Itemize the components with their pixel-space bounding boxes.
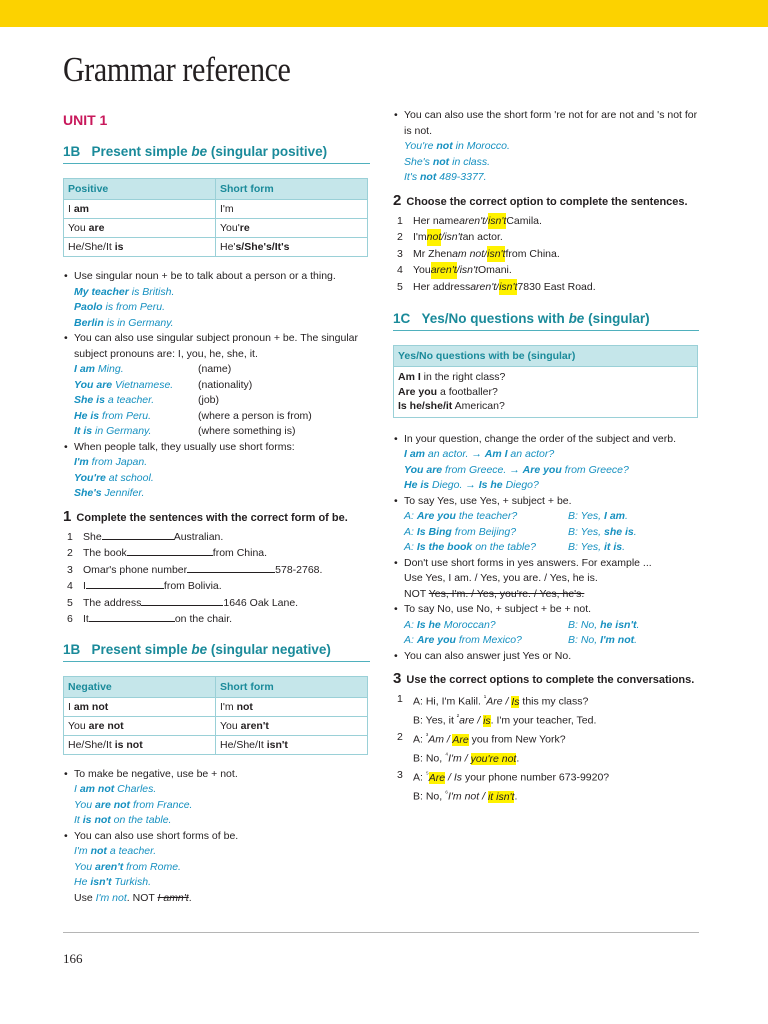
exercise-item: 4 I from Bolivia. <box>67 580 222 592</box>
bottom-divider <box>63 932 699 933</box>
example-pair: You are Vietnamese. (nationality) <box>74 378 253 391</box>
example-line: You are not from France. <box>74 798 193 811</box>
example-line: He isn't Turkish. <box>74 876 151 888</box>
negative-table <box>63 676 368 755</box>
example-line: She's Jennifer. <box>74 487 145 499</box>
example-line: I'm from Japan. <box>74 456 148 468</box>
exercise-item: 1 Her name aren't / isn't Camila. <box>393 213 699 230</box>
exercise-2-list <box>393 213 699 296</box>
example-line: You're at school. <box>74 471 154 484</box>
positive-table <box>63 178 368 257</box>
rule-bullet: • You can also use the short form 're not for are not and 's not for is not. <box>393 108 699 139</box>
exercise-item: 3 Omar's phone number 578-2768. <box>67 563 323 576</box>
example-pair: He is from Peru. (where a person is from) <box>74 409 312 422</box>
answer-option[interactable]: Is <box>511 695 520 708</box>
table-row: I am I'm <box>64 200 368 219</box>
exercise-2-heading: 2 Choose the correct option to complete the sentences. <box>393 191 688 209</box>
page-number: 166 <box>63 951 83 966</box>
rule-bullet: • Use singular noun + be to talk about a person or a thing. <box>63 269 370 285</box>
answer-option[interactable]: Are <box>452 733 469 746</box>
answer-blank[interactable] <box>86 578 164 589</box>
rule-bullet: • To say Yes, use Yes, + subject + be. <box>393 494 699 510</box>
table-row: He/She/It is not He/She/It isn't <box>64 735 368 754</box>
answer-option[interactable]: Am <box>428 733 444 746</box>
answer-option[interactable]: aren't <box>459 214 486 227</box>
example-line: You aren't from Rome. <box>74 860 181 873</box>
usage-note-not: NOT Yes, I'm. / Yes, you're. / Yes, he's. <box>404 587 585 600</box>
example-line: Berlin is in Germany. <box>74 316 174 329</box>
exercise-item: 4 You aren't / isn't Omani. <box>393 262 699 279</box>
exercise-item: 2 I'm not / isn't an actor. <box>393 229 699 246</box>
exercise-item: 2 The book from China. <box>67 547 268 559</box>
conversation-line: B: No, $^{^4}$I'm / you're not. <box>413 752 520 765</box>
section-heading-1b-negative: 1B Present simple be (singular negative) <box>63 642 370 662</box>
rule-bullet: • When people talk, they usually use short forms: <box>63 440 370 456</box>
exercise-3-heading: 3 Use the correct options to complete the conversations. <box>393 670 695 687</box>
questions-table <box>393 345 698 418</box>
answer-option[interactable]: isn't <box>488 213 506 230</box>
top-color-bar <box>0 0 768 27</box>
answer-option[interactable]: I'm not <box>448 790 480 803</box>
answer-blank[interactable] <box>127 545 213 556</box>
answer-option[interactable]: Is <box>453 771 463 784</box>
usage-note: Use Yes, I am. / Yes, you are. / Yes, he is. <box>404 572 598 584</box>
example-line: My teacher is British. <box>74 285 175 298</box>
rule-bullet: • You can also use short forms of be. <box>63 829 370 845</box>
section-heading-1c: 1C Yes/No questions with be (singular) <box>393 311 699 331</box>
rule-bullet: • In your question, change the order of the subject and verb. <box>393 432 699 448</box>
exercise-item: 5 The address 1646 Oak Lane. <box>67 596 299 609</box>
answer-option[interactable]: isn't <box>459 264 478 276</box>
example-line: She's not in class. <box>404 155 491 168</box>
table-row: You are You're <box>64 219 368 238</box>
answer-option[interactable]: you're not <box>470 752 517 765</box>
answer-option[interactable]: aren't <box>431 262 457 279</box>
answer-blank[interactable] <box>102 529 174 540</box>
answer-option[interactable]: are <box>459 714 475 727</box>
example-line: You're not in Morocco. <box>404 140 510 152</box>
answer-option[interactable]: isn't <box>444 231 463 243</box>
example-line: Paolo is from Peru. <box>74 301 166 313</box>
answer-blank[interactable] <box>187 562 275 573</box>
example-line: It's not 489-3377. <box>404 171 487 183</box>
answer-option[interactable]: not <box>427 229 442 246</box>
example-line: He is Diego. → Is he Diego? <box>404 479 539 491</box>
example-line: I am not Charles. <box>74 783 157 795</box>
rule-bullet: • To make be negative, use be + not. <box>63 767 370 783</box>
left-column <box>63 108 370 906</box>
conversation-line: 3 A: $^{^5}$Are / Is your phone number 673-9920? <box>397 769 610 784</box>
answer-blank[interactable] <box>89 611 175 622</box>
conversation-line: 2 A: $^{^3}$Am / Are you from New York? <box>397 731 566 746</box>
conversation-line: B: Yes, it $^{^2}$are / is. I'm your teacher, Ted. <box>413 714 597 727</box>
table-row: Am I in the right class? Are you a footballer? Is he/she/it American? <box>394 367 698 418</box>
example-pair: I am Ming. (name) <box>74 363 232 375</box>
example-pair: She is a teacher. (job) <box>74 394 220 406</box>
table-row: You are not You aren't <box>64 716 368 735</box>
unit-heading: UNIT 1 <box>63 112 108 128</box>
answer-option[interactable]: is <box>483 714 491 727</box>
answer-option[interactable]: am not <box>452 247 485 260</box>
table-header-row: Yes/No questions with be (singular) <box>394 346 698 367</box>
rule-bullet: • Don't use short forms in yes answers. For example ... <box>393 556 699 572</box>
exercise-item: 1 She Australian. <box>67 530 224 543</box>
example-line: I am an actor. → Am I an actor? <box>404 448 555 460</box>
right-column <box>393 108 699 805</box>
example-line: It is not on the table. <box>74 814 172 826</box>
qa-example: A: Are you the teacher? B: Yes, I am. <box>404 510 628 522</box>
table-header-row: Negative Short form <box>64 676 368 697</box>
qa-example: A: Is he Moroccan? B: No, he isn't. <box>404 618 640 631</box>
conversation-line: B: No, $^{^6}$I'm not / it isn't. <box>413 790 518 803</box>
answer-option[interactable]: I'm <box>448 752 462 765</box>
qa-example: A: Is the book on the table? B: Yes, it is. <box>404 541 626 553</box>
exercise-item: 3 Mr Zhen am not / isn't from China. <box>393 246 699 263</box>
exercise-3-list <box>393 691 699 805</box>
table-row: I am not I'm not <box>64 697 368 716</box>
usage-note: Use I'm not. NOT I amn't. <box>74 891 192 904</box>
answer-option[interactable]: isn't <box>499 279 517 296</box>
qa-example: A: Is Bing from Beijing? B: Yes, she is. <box>404 525 637 538</box>
example-pair: It is in Germany. (where something is) <box>74 425 296 437</box>
rule-bullet: • To say No, use No, + subject + be + not. <box>393 602 699 618</box>
qa-example: A: Are you from Mexico? B: No, I'm not. <box>404 634 638 646</box>
exercise-1-heading: 1 Complete the sentences with the correct form of be. <box>63 507 348 525</box>
rule-bullet: • You can also answer just Yes or No. <box>393 649 699 665</box>
exercise-item: 5 Her address aren't / isn't 7830 East Road. <box>393 279 699 296</box>
answer-option[interactable]: it isn't <box>487 790 515 803</box>
answer-option[interactable]: Are <box>428 771 446 784</box>
answer-option[interactable]: isn't <box>487 246 505 263</box>
exercise-item: 6 It on the chair. <box>67 613 233 625</box>
rule-bullet: • You can also use singular subject pronoun + be. The singular subject pronouns are: I, you, he, she, it. <box>63 331 370 362</box>
page-title: Grammar reference <box>63 50 291 89</box>
table-row: He/She/It is He's/She's/It's <box>64 238 368 257</box>
example-line: I'm not a teacher. <box>74 845 157 857</box>
table-header-row: Positive Short form <box>64 179 368 200</box>
answer-option[interactable]: Are <box>486 695 503 708</box>
answer-option[interactable]: aren't <box>470 280 497 293</box>
example-line: You are from Greece. → Are you from Greece? <box>404 463 629 476</box>
section-heading-1b-positive: 1B Present simple be (singular positive) <box>63 144 370 164</box>
conversation-line: 1 A: Hi, I'm Kalil. $^{^1}$Are / Is this my class? <box>397 693 589 708</box>
answer-blank[interactable] <box>141 595 223 606</box>
